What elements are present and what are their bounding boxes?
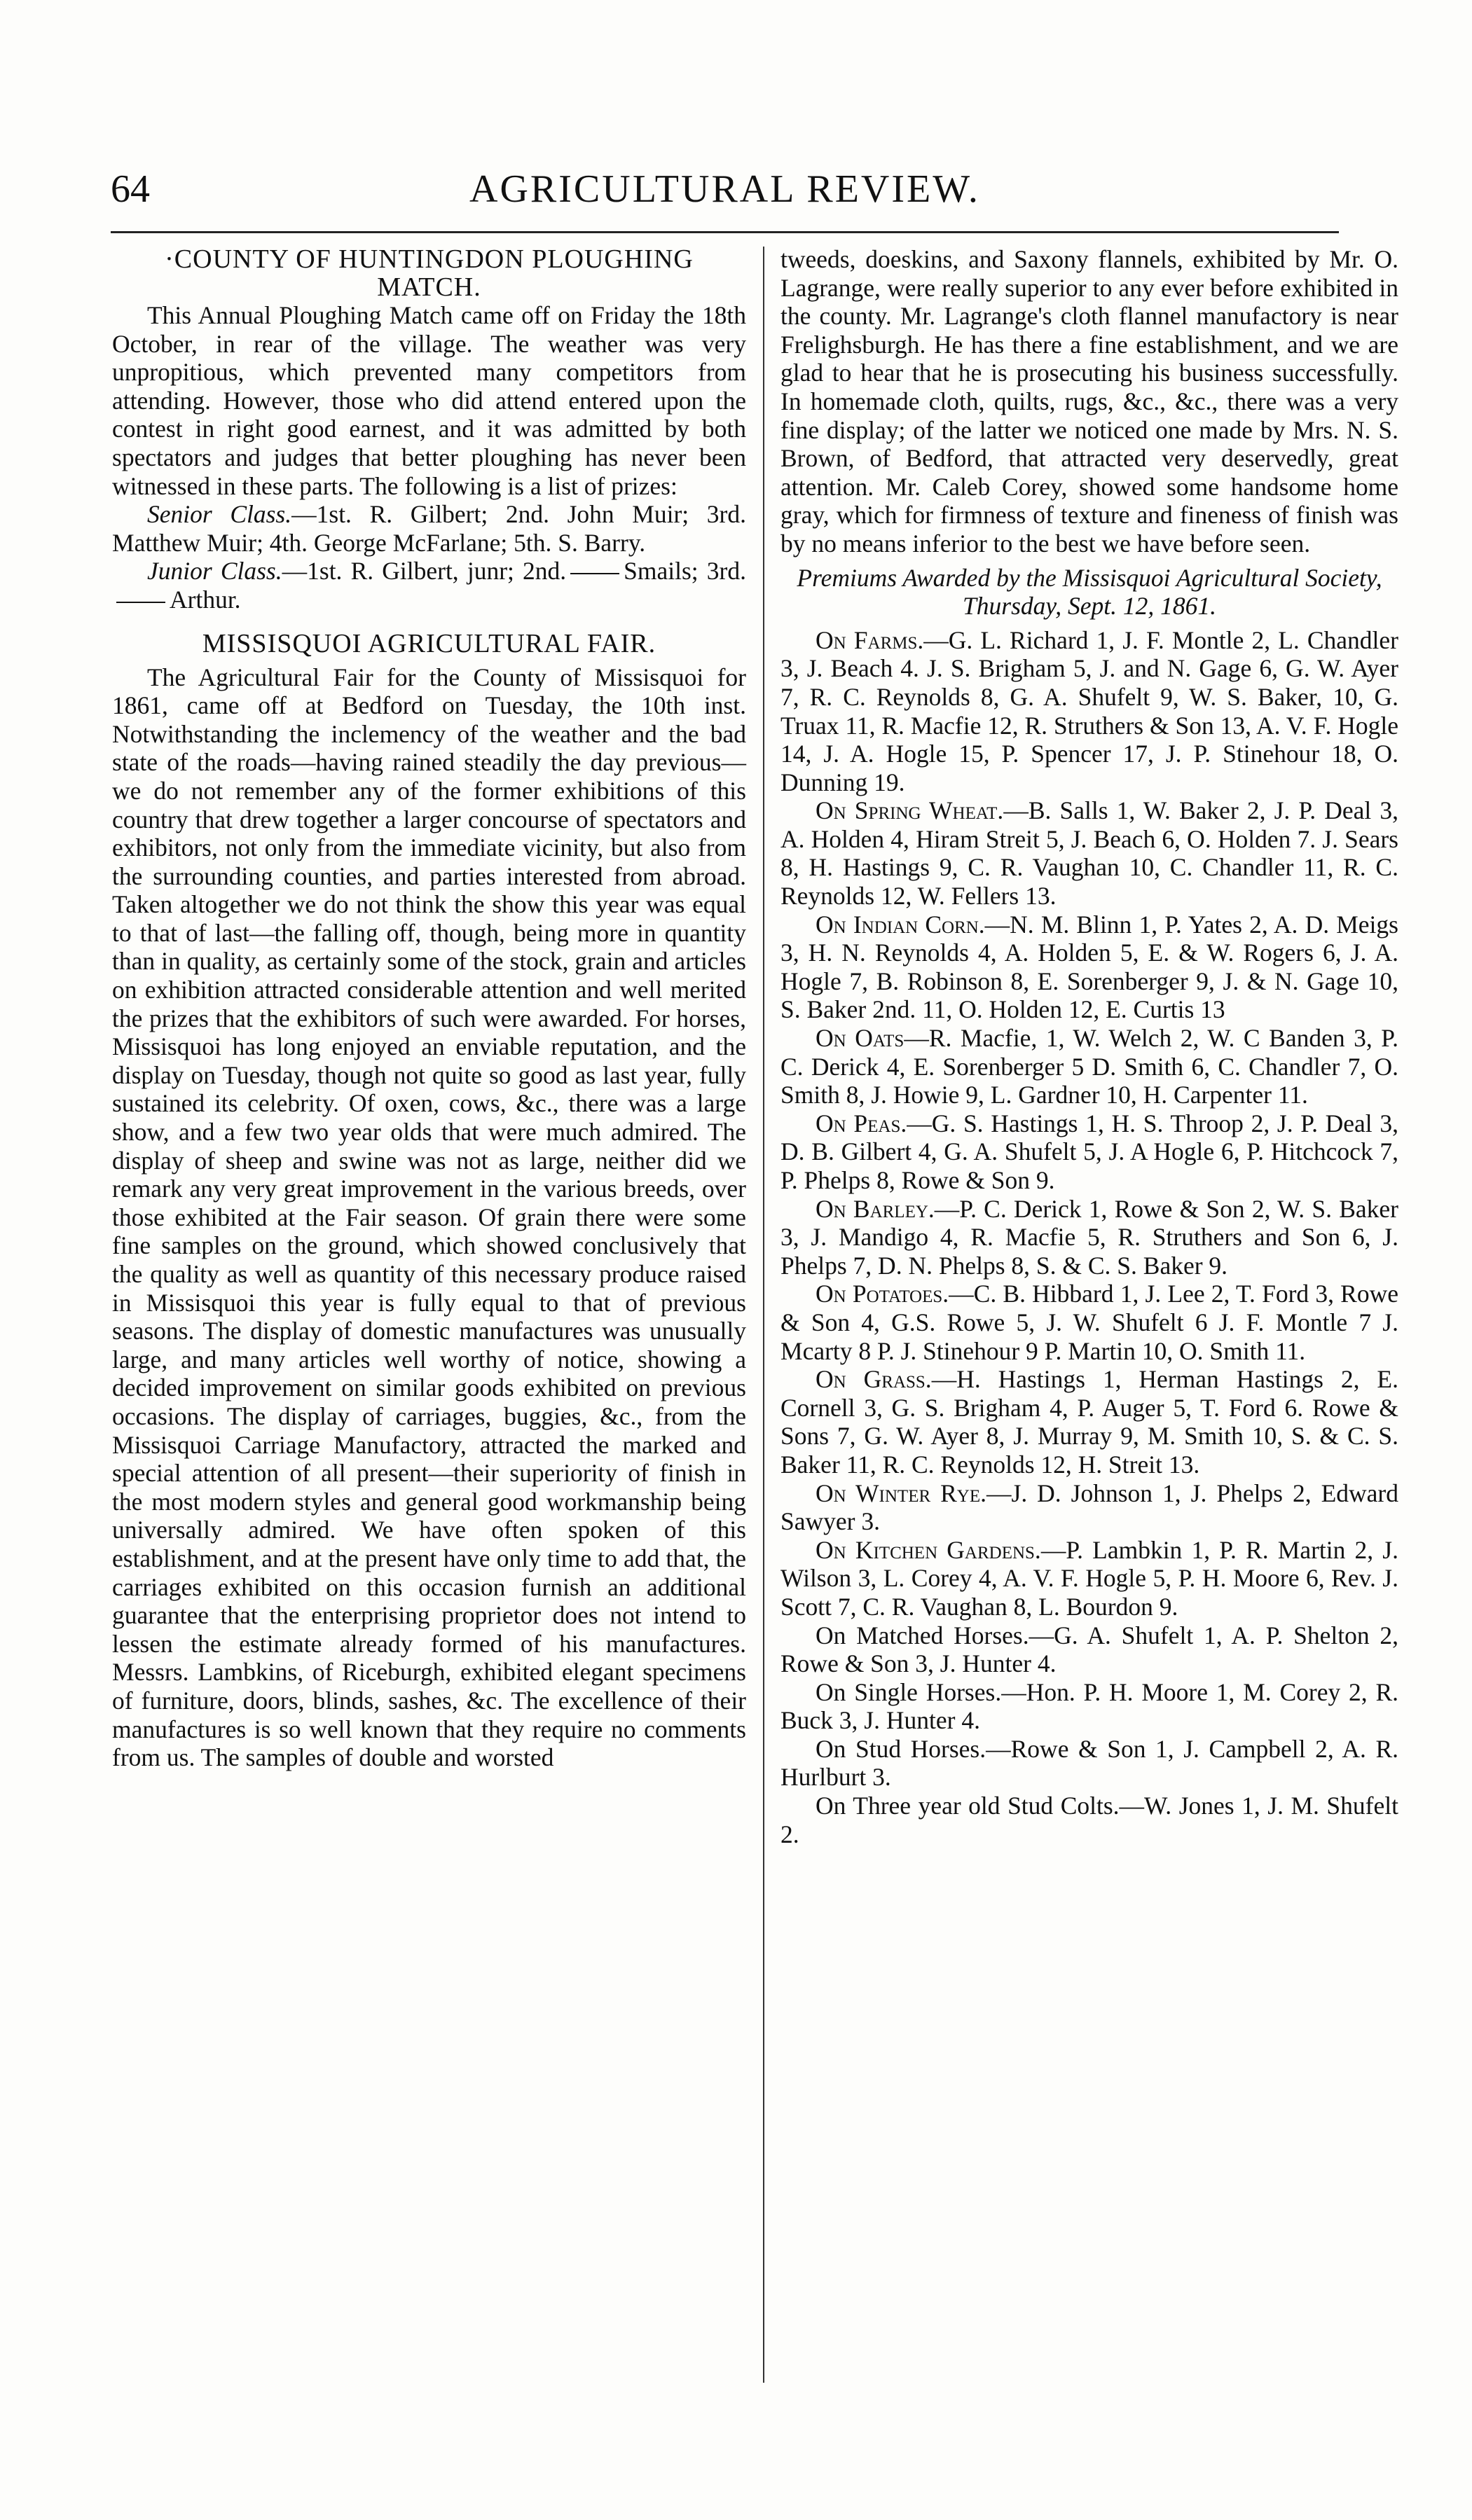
- fair-body: The Agricultural Fair for the County of Missisquoi for 1861, came off at Bedford on Tuesday, the 10th inst. Notwithstanding the inclemency of the weather and the bad state of the roads—having rained steadily the day previous—we do not remember any of the former exhibitions of this country that drew together a larger concourse of spectators and exhibitors, not only from the immediate vicinity, but also from the surrounding counties, and parties interested from abroad. Taken altogether we do not think the show this year was equal to that of last—the falling off, though, being more in quantity than in quality, as certainly some of the stock, grain and articles on exhibition attracted considerable attention and well merited the prizes that the exhibitors of such were awarded. For horses, Missisquoi has long enjoyed an enviable reputation, and the display on Tuesday, though not quite so good as last year, fully sustained its celebrity. Of oxen, cows, &c., there was a large show, and a few two year olds that were much admired. The display of sheep and swine was not as large, neither did we remark any very great improvement in the various breeds, over those exhibited at the Fair season. Of grain there were some fine samples on the ground, which showed conclusively that the quality as well as quantity of this necessary produce raised in Missisquoi this year is fully equal to that of previous seasons. The display of domestic manufactures was unusually large, and many articles well worthy of notice, showing a decided improvement on similar goods exhibited on previous occasions. The display of carriages, buggies, &c., from the Missisquoi Carriage Manufactory, attracted the marked and special attention of all present—their superiority of finish in the most modern styles and general good workmanship being universally admired. We have often spoken of this establishment, and at the present have only time to add that, the carriages exhibited on this occasion furnish an additional guarantee that the enterprising proprietor does not intend to lessen the estimate already formed of his manufactures. Messrs. Lambkins, of Riceburgh, exhibited elegant specimens of furniture, doors, blinds, sashes, &c. The excellence of their manufactures is so well known that they require no comments from us. The samples of double and worsted: [112, 663, 746, 1772]
- premium-entry: [780, 911, 1398, 1024]
- premium-entry: [780, 1735, 1398, 1792]
- senior-class-text: —1st. R. Gilbert; 2nd. John Muir; 3rd. Matthew Muir; 4th. George McFarlane; 5th. S. Barry.: [112, 500, 746, 557]
- right-column: [780, 245, 1398, 1848]
- section-gap: [112, 614, 746, 630]
- junior-class-text-c: Arthur.: [170, 585, 241, 614]
- premium-entry: [780, 1792, 1398, 1848]
- entry-label: On Oats: [816, 1024, 904, 1053]
- entry-text: —B. Salls 1, W. Baker 2, J. P. Deal 3, A. Holden 4, Hiram Streit 5, J. Beach 6, O. Holden 7. J. Sears 8, H. Hastings 9, C. R. Vaughan 10, C. Chandler 11, R. C. Reynolds 12, W. Fellers 13.: [780, 796, 1398, 911]
- entry-label: On Spring Wheat.: [816, 796, 1004, 825]
- entry-label: On Farms.: [816, 625, 924, 654]
- entry-label: On Indian Corn.: [816, 910, 985, 939]
- premium-entry: [780, 1536, 1398, 1621]
- junior-class-text-b: Smails; 3rd.: [624, 557, 746, 586]
- entry-label: On Stud Horses.: [816, 1734, 986, 1763]
- entry-text: —G. S. Hastings 1, H. S. Throop 2, J. P. Deal 3, D. B. Gilbert 4, G. A. Shufelt 5, J. A Hogle 6, P. Hitchcock 7, P. Phelps 8, Rowe & Son 9.: [780, 1109, 1398, 1194]
- entry-label: On Three year old Stud Colts.: [816, 1792, 1120, 1820]
- senior-class-line: [112, 500, 746, 557]
- entry-text: —H. Hastings 1, Herman Hastings 2, E. Cornell 3, G. S. Brigham 4, P. Auger 5, T. Ford 6. Rowe & Sons 7, G. W. Ayer 8, J. Murray 9, M. Smith 10, S. & C. S. Baker 11, R. C. Reynolds 12, H. Streit 13.: [780, 1365, 1398, 1479]
- entry-text: —R. Macfie, 1, W. Welch 2, W. C Banden 3, P. C. Derick 4, E. Sorenberger 5 D. Smith 6, C. Chandler 7, O. Smith 8, J. Howie 9, L. Gardner 10, H. Carpenter 11.: [780, 1024, 1398, 1109]
- blank-rule: [570, 573, 619, 574]
- entry-text: —J. D. Johnson 1, J. Phelps 2, Edward Sawyer 3.: [780, 1479, 1398, 1536]
- ploughing-body: This Annual Ploughing Match came off on Friday the 18th October, in rear of the village. The weather was very unpropitious, which prevented many competitors from attending. However, those who did attend entered upon the contest in right good earnest, and it was admitted by both spectators and judges that better ploughing has never been witnessed in these parts. The following is a list of prizes:: [112, 301, 746, 500]
- entry-text: —P. Lambkin 1, P. R. Martin 2, J. Wilson 3, L. Corey 4, A. V. F. Hogle 5, P. H. Moore 6, Rev. J. Scott 7, C. R. Vaughan 8, L. Bourdon 9.: [780, 1535, 1398, 1621]
- premium-entries: [780, 626, 1398, 1849]
- premium-entry: [780, 1365, 1398, 1479]
- section-gap: [112, 658, 746, 663]
- entry-label: On Potatoes.: [816, 1280, 949, 1308]
- junior-class-text-a: —1st. R. Gilbert, junr; 2nd.: [282, 557, 567, 586]
- blank-rule: [116, 602, 165, 603]
- header-rule: [111, 231, 1339, 233]
- entry-text: —G. A. Shufelt 1, A. P. Shelton 2, Rowe & Son 3, J. Hunter 4.: [780, 1621, 1399, 1678]
- entry-text: —Rowe & Son 1, J. Campbell 2, A. R. Hurlburt 3.: [780, 1734, 1398, 1792]
- premium-entry: [780, 1280, 1398, 1365]
- entry-label: On Grass.: [816, 1365, 932, 1394]
- entry-label: On Kitchen Gardens.: [816, 1535, 1041, 1564]
- entry-text: —Hon. P. H. Moore 1, M. Corey 2, R. Buck 3, J. Hunter 4.: [780, 1677, 1398, 1735]
- section-gap: [780, 558, 1398, 564]
- entry-text: —W. Jones 1, J. M. Shufelt 2.: [780, 1792, 1398, 1848]
- entry-label: On Matched Horses.: [816, 1621, 1029, 1649]
- fair-continuation: tweeds, doeskins, and Saxony flannels, exhibited by Mr. O. Lagrange, were really superior to any ever before exhibited in the county. Mr. Lagrange's cloth flannel manufactory is near Frelighsburgh. He has there a fine establishment, and we are glad to hear that he is prosecuting his business successfully. In homemade cloth, quilts, rugs, &c., &c., there was a very fine display; of the latter we noticed one made by Mrs. N. S. Brown, of Bedford, that attracted very deservedly, great attention. Mr. Caleb Corey, showed some handsome home gray, which for firmness of texture and fineness of finish was by no means inferior to the best we have before seen.: [780, 245, 1398, 558]
- ploughing-heading: ·COUNTY OF HUNTINGDON PLOUGHING MATCH.: [165, 244, 694, 302]
- premium-entry: [780, 1621, 1398, 1678]
- section-gap: [780, 621, 1398, 626]
- junior-class-line: [112, 557, 746, 614]
- senior-class-label: Senior Class.: [147, 500, 292, 529]
- entry-text: —C. B. Hibbard 1, J. Lee 2, T. Ford 3, Rowe & Son 4, G.S. Rowe 5, J. W. Shufelt 6 J. F. Montle 7 J. Mcarty 8 P. J. Stinehour 9 P. Martin 10, O. Smith 11.: [780, 1280, 1399, 1365]
- left-column: [112, 245, 746, 1772]
- entry-label: On Single Horses.: [816, 1677, 1002, 1706]
- entry-label: On Winter Rye.: [816, 1479, 986, 1507]
- premium-entry: [780, 1479, 1398, 1536]
- premium-entry: [780, 1024, 1398, 1109]
- entry-text: —P. C. Derick 1, Rowe & Son 2, W. S. Baker 3, J. Mandigo 4, R. Macfie 5, R. Struthers and Son 6, J. Phelps 7, D. N. Phelps 8, S. & C. S. Baker 9.: [780, 1194, 1398, 1280]
- page-number: 64: [111, 167, 150, 211]
- premium-entry: [780, 796, 1398, 910]
- entry-text: —N. M. Blinn 1, P. Yates 2, A. D. Meigs 3, H. N. Reynolds 4, A. Holden 5, E. & W. Rogers 6, J. A. Hogle 7, B. Robinson 8, E. Sorenberger 9, J. & N. Gage 10, S. Baker 2nd. 11, O. Holden 12, E. Curtis 13: [780, 910, 1398, 1024]
- entry-text: —G. L. Richard 1, J. F. Montle 2, L. Chandler 3, J. Beach 4. J. S. Brigham 5, J. and N. Gage 6, G. W. Ayer 7, R. C. Reynolds 8, G. A. Shufelt 9, W. S. Baker, 10, G. Truax 11, R. Macfie 12, R. Struthers & Son 13, A. V. F. Hogle 14, J. A. Hogle 15, P. Spencer 17, J. P. Stinehour 18, O. Dunning 19.: [780, 625, 1398, 796]
- junior-class-label: Junior Class.: [147, 557, 282, 586]
- premium-entry: [780, 1678, 1398, 1735]
- premiums-heading: Premiums Awarded by the Missisquoi Agricultural Society, Thursday, Sept. 12, 1861.: [797, 563, 1382, 621]
- running-title: AGRICULTURAL REVIEW.: [469, 167, 980, 211]
- fair-heading: MISSISQUOI AGRICULTURAL FAIR.: [202, 628, 656, 658]
- premium-entry: [780, 1195, 1398, 1280]
- entry-label: On Barley.: [816, 1194, 935, 1223]
- premium-entry: [780, 1109, 1398, 1195]
- premium-entry: [780, 626, 1398, 797]
- running-head: [111, 167, 1339, 216]
- entry-label: On Peas.: [816, 1109, 907, 1137]
- column-rule: [763, 247, 764, 2383]
